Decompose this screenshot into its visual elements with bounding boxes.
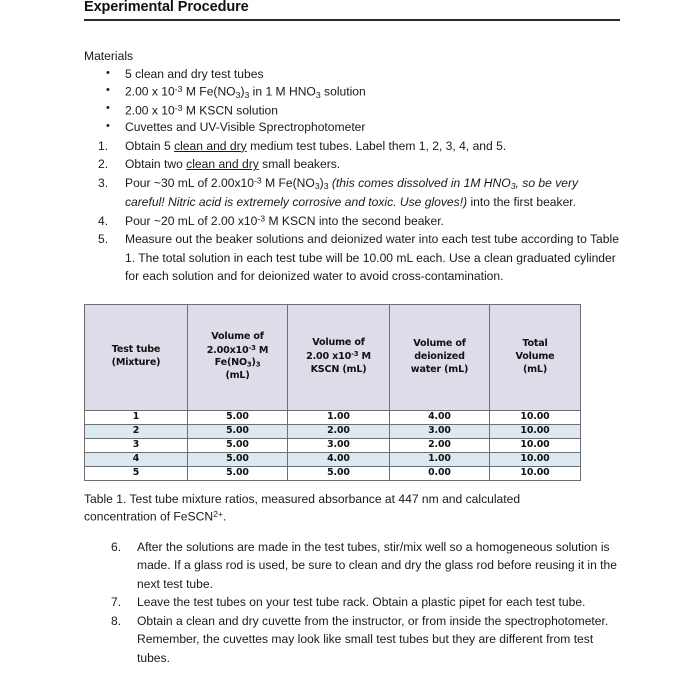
material-item: • 2.00 x $10^{-3}$ M KSCN solution xyxy=(84,102,620,120)
table-cell: 2 xyxy=(85,424,188,438)
table-cell: 5.00 xyxy=(188,410,288,424)
table-cell: 5.00 xyxy=(188,438,288,452)
table-row xyxy=(85,438,581,452)
procedure-step xyxy=(84,538,620,594)
table-cell: 3.00 xyxy=(390,424,490,438)
step-text: Measure out the beaker solutions and deionized water into each test tube according to Table 1. The total solution in each test tube will be 10.00 mL each. Use a clean graduated cylinder for each solution and for deionized water to avoid cross-contamination. xyxy=(125,232,619,284)
table-cell: 1 xyxy=(85,410,188,424)
table-cell: 1.00 xyxy=(288,410,390,424)
table-cell: 10.00 xyxy=(490,438,581,452)
procedure-step xyxy=(84,230,620,286)
step-number: 3. xyxy=(98,175,109,190)
table-header xyxy=(85,304,581,410)
table-cell: 10.00 xyxy=(490,410,581,424)
step-number: 2. xyxy=(98,157,109,172)
step-text: Leave the test tubes on your test tube rack. Obtain a plastic pipet for each test tube. xyxy=(137,595,586,610)
table-column-header: Total Volume (mL) xyxy=(490,304,581,410)
procedure-steps-top xyxy=(84,137,620,286)
table-column-header: Volume of $2.00x10^{-3}$ M $Fe(NO_3)_3$ (mL) xyxy=(188,304,288,410)
table-cell: 5.00 xyxy=(188,466,288,480)
procedure-step xyxy=(84,137,620,156)
step-text: Pour ~30 mL of $2.00x10^{-3}$ M $Fe(NO_3)_3$ (this comes dissolved in 1M $HNO_3$, so be very careful! Nitric acid is extremely corrosive and toxic. Use gloves!) into the first beaker. xyxy=(125,174,579,210)
step-text: Obtain 5 clean and dry medium test tubes. Label them 1, 2, 3, 4, and 5. xyxy=(125,138,507,153)
mixture-table-container xyxy=(84,304,580,481)
table-cell: 3 xyxy=(85,438,188,452)
table-cell: 3.00 xyxy=(288,438,390,452)
step-number: 7. xyxy=(111,595,122,610)
table-column-header: Volume of deionized water (mL) xyxy=(390,304,490,410)
mixture-table xyxy=(84,304,581,481)
table-cell: 4 xyxy=(85,452,188,466)
table-caption: Table 1. Test tube mixture ratios, measured absorbance at 447 nm and calculated concentration of FeSCN$^{2+}$. xyxy=(84,491,521,524)
table-cell: 5.00 xyxy=(188,452,288,466)
table-row xyxy=(85,466,581,480)
table-row xyxy=(85,452,581,466)
table-column-header: Volume of 2.00 $x10^{-3}$ M KSCN (mL) xyxy=(288,304,390,410)
step-number: 6. xyxy=(111,539,122,554)
procedure-step xyxy=(84,593,620,612)
table-row xyxy=(85,424,581,438)
table-cell: 0.00 xyxy=(390,466,490,480)
table-header-row xyxy=(85,304,581,410)
table-cell: 2.00 xyxy=(390,438,490,452)
step-text: Obtain two clean and dry small beakers. xyxy=(125,157,341,172)
material-item: • 2.00 x $10^{-3}$ M $Fe(NO_3)_3$ in 1 M $HNO_3$ solution xyxy=(84,83,620,101)
procedure-step xyxy=(84,212,620,231)
table-cell: 5.00 xyxy=(288,466,390,480)
material-item: • 5 clean and dry test tubes xyxy=(84,66,620,83)
table-cell: 10.00 xyxy=(490,424,581,438)
step-number: 8. xyxy=(111,613,122,628)
procedure-step xyxy=(84,174,620,212)
table-row xyxy=(85,410,581,424)
table-cell: 4.00 xyxy=(390,410,490,424)
table-cell: 2.00 xyxy=(288,424,390,438)
table-cell: 10.00 xyxy=(490,452,581,466)
materials-list xyxy=(84,66,620,136)
materials-heading: Materials xyxy=(84,48,134,63)
page-title: Experimental Procedure xyxy=(84,0,249,15)
procedure-step xyxy=(84,155,620,174)
table-cell: 10.00 xyxy=(490,466,581,480)
table-column-header: Test tube (Mixture) xyxy=(85,304,188,410)
procedure-step xyxy=(84,612,620,668)
step-text: Pour ~20 mL of 2.00 $x10^{-3}$ M KSCN into the second beaker. xyxy=(125,212,444,228)
table-cell: 5.00 xyxy=(188,424,288,438)
step-number: 5. xyxy=(98,232,109,247)
table-cell: 5 xyxy=(85,466,188,480)
material-item: • Cuvettes and UV-Visible Sprectrophotometer xyxy=(84,119,620,136)
table-body xyxy=(85,410,581,480)
procedure-steps-bottom xyxy=(84,538,620,668)
step-number: 1. xyxy=(98,138,109,153)
title-divider xyxy=(84,19,620,21)
table-cell: 4.00 xyxy=(288,452,390,466)
step-text: After the solutions are made in the test tubes, stir/mix well so a homogeneous solution is made. If a glass rod is used, be sure to clean and dry the glass rod before reusing it in the next test tube. xyxy=(137,539,617,591)
table-cell: 1.00 xyxy=(390,452,490,466)
step-number: 4. xyxy=(98,213,109,228)
step-text: Obtain a clean and dry cuvette from the instructor, or from inside the spectrophotometer. Remember, the cuvettes may look like small test tubes but they are different from test tubes. xyxy=(137,613,609,665)
